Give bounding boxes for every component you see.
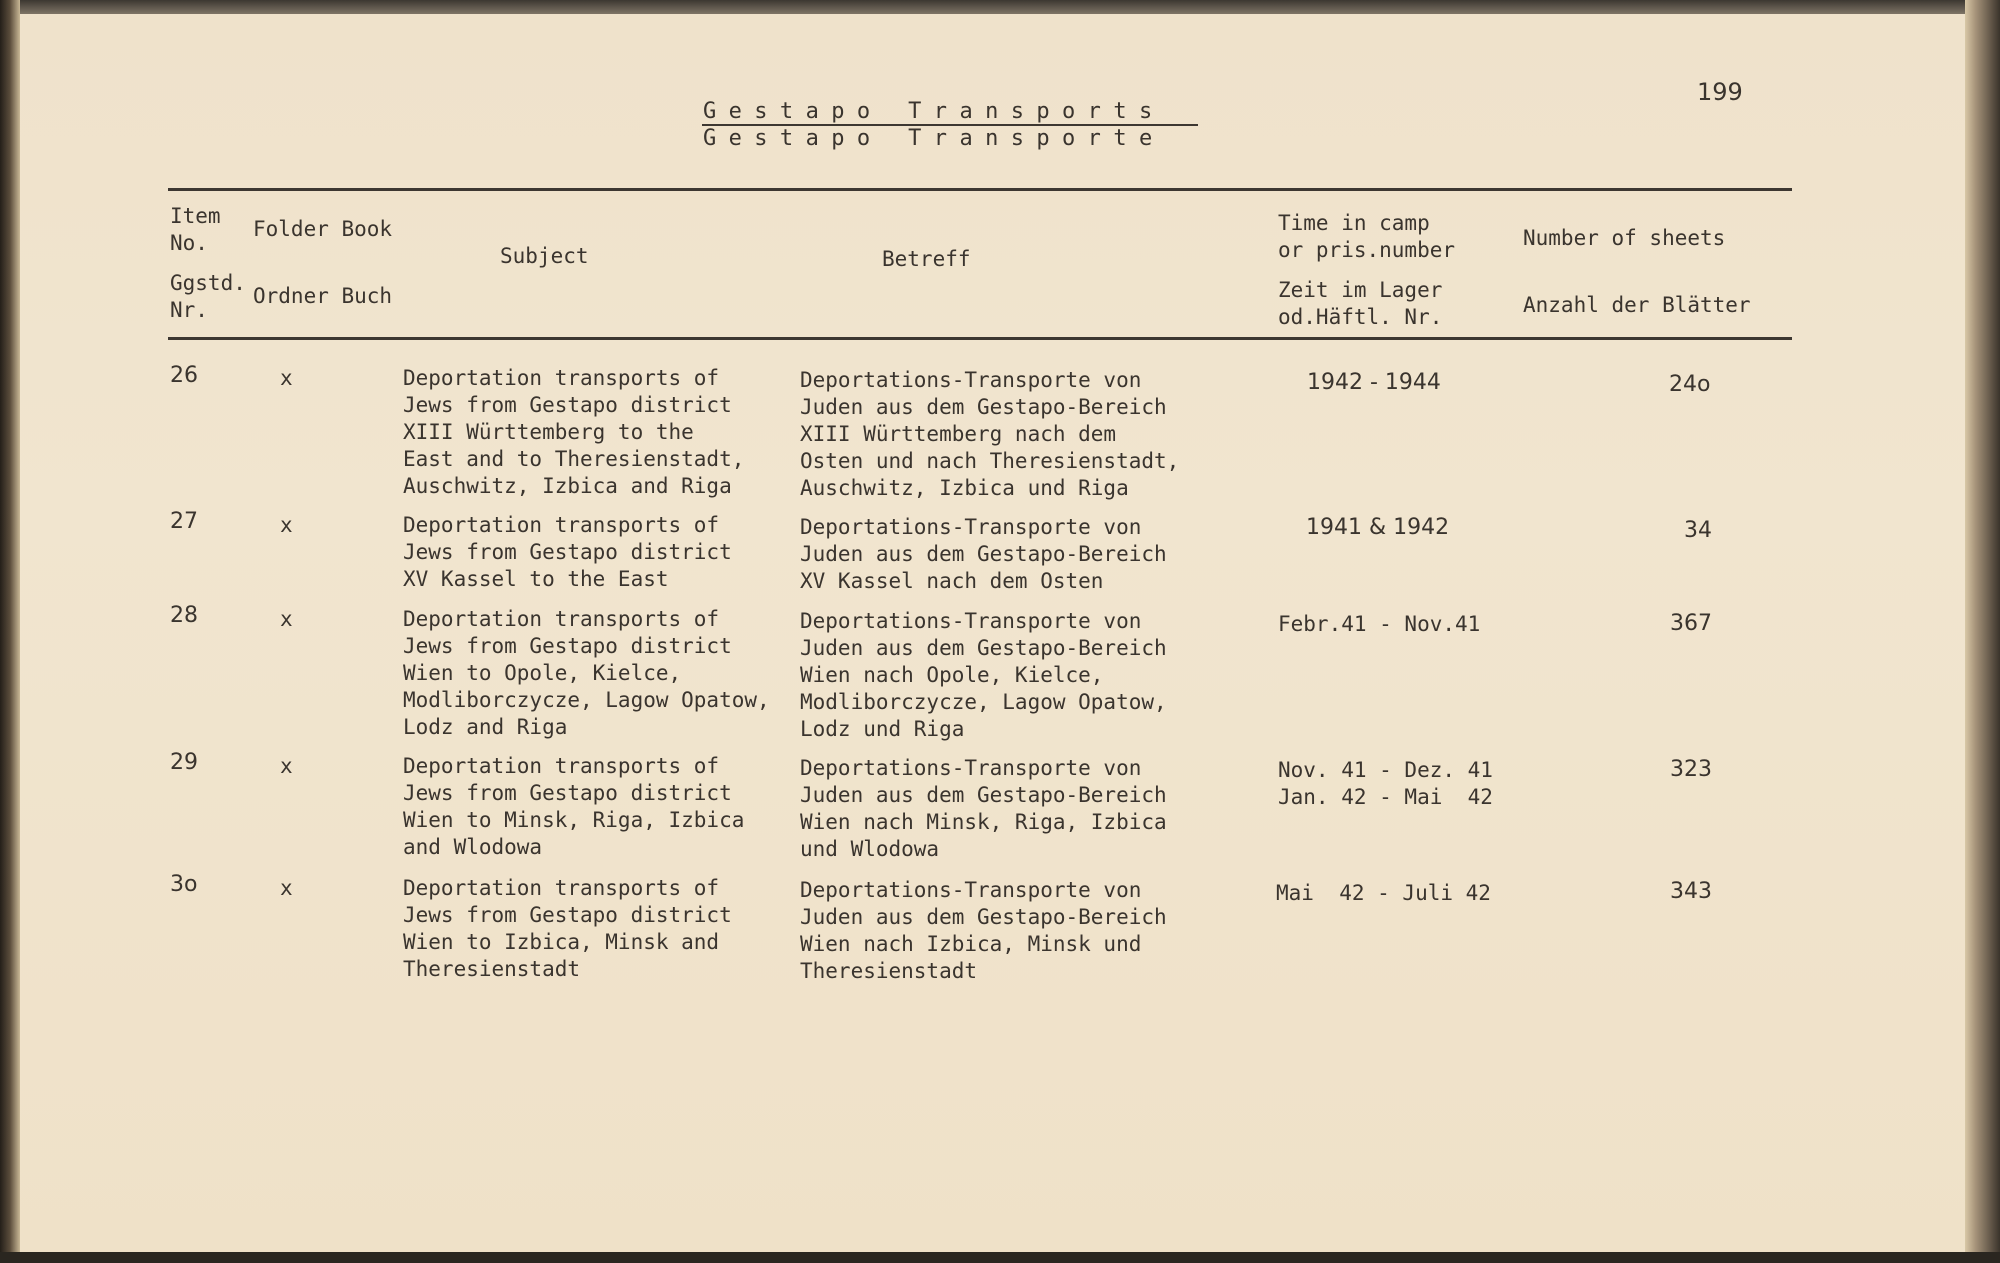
- title-german: Gestapo Transporte: [703, 126, 1165, 151]
- row-27-item: 27: [170, 509, 198, 534]
- title-english: Gestapo Transports: [703, 99, 1165, 124]
- row-29-sheets: 323: [1670, 757, 1712, 782]
- header-ggstd-nr: Ggstd. Nr.: [170, 271, 246, 322]
- row-30-betreff: Deportations-Transporte von Juden aus dem Gestapo-Bereich Wien nach Izbica, Minsk und Theresienstadt: [800, 878, 1167, 983]
- row-26-item: 26: [170, 363, 198, 388]
- right-page-edge: [1965, 0, 2000, 1263]
- top-edge: [0, 0, 2000, 14]
- row-26-subject: Deportation transports of Jews from Gestapo district XIII Württemberg to the East and to Theresienstadt, Auschwitz, Izbica and Riga: [403, 366, 745, 498]
- row-28-sheets: 367: [1670, 611, 1712, 636]
- row-29-folder: x: [280, 754, 293, 778]
- header-item-no: Item No.: [170, 204, 221, 255]
- row-26-betreff: Deportations-Transporte von Juden aus dem Gestapo-Bereich XIII Württemberg nach dem Osten und nach Theresienstadt, Auschwitz, Izbica und Riga: [800, 368, 1180, 500]
- row-28-folder: x: [280, 607, 293, 631]
- header-folder-book: Folder Book: [253, 217, 393, 241]
- row-27-folder: x: [280, 513, 293, 537]
- row-30-item: 3o: [170, 872, 198, 897]
- row-26-folder: x: [280, 366, 293, 390]
- header-sheets-en: Number of sheets: [1523, 226, 1726, 250]
- row-30-time: Mai 42 - Juli 42: [1276, 881, 1491, 905]
- row-29-time: Nov. 41 - Dez. 41 Jan. 42 - Mai 42: [1278, 758, 1493, 809]
- row-27-sheets: 34: [1684, 518, 1712, 543]
- header-bottom-rule: [168, 337, 1792, 340]
- row-26-sheets: 24o: [1669, 372, 1711, 397]
- header-top-rule: [168, 188, 1792, 191]
- header-subject: Subject: [500, 244, 589, 268]
- row-28-time: Febr.41 - Nov.41: [1278, 612, 1481, 636]
- row-29-subject: Deportation transports of Jews from Gestapo district Wien to Minsk, Riga, Izbica and Wlodowa: [403, 754, 745, 859]
- row-27-subject: Deportation transports of Jews from Gestapo district XV Kassel to the East: [403, 513, 732, 591]
- row-26-time: 1942 - 1944: [1307, 370, 1441, 395]
- row-27-time: 1941 & 1942: [1306, 515, 1450, 540]
- row-27-betreff: Deportations-Transporte von Juden aus dem Gestapo-Bereich XV Kassel nach dem Osten: [800, 515, 1167, 593]
- row-30-folder: x: [280, 876, 293, 900]
- header-betreff: Betreff: [882, 247, 971, 271]
- bottom-edge: [0, 1252, 2000, 1263]
- book-spine: [0, 0, 20, 1263]
- header-time-de: Zeit im Lager od.Häftl. Nr.: [1278, 278, 1443, 329]
- row-29-item: 29: [170, 750, 198, 775]
- row-29-betreff: Deportations-Transporte von Juden aus dem Gestapo-Bereich Wien nach Minsk, Riga, Izbica und Wlodowa: [800, 756, 1167, 861]
- header-ordner-buch: Ordner Buch: [253, 284, 393, 308]
- header-time-en: Time in camp or pris.number: [1278, 211, 1456, 262]
- row-30-subject: Deportation transports of Jews from Gestapo district Wien to Izbica, Minsk and Theresienstadt: [403, 876, 732, 981]
- row-28-item: 28: [170, 603, 198, 628]
- row-30-sheets: 343: [1670, 879, 1712, 904]
- page-number: 199: [1697, 78, 1743, 106]
- row-28-subject: Deportation transports of Jews from Gestapo district Wien to Opole, Kielce, Modliborczycze, Lagow Opatow, Lodz and Riga: [403, 607, 770, 739]
- row-28-betreff: Deportations-Transporte von Juden aus dem Gestapo-Bereich Wien nach Opole, Kielce, Modliborczycze, Lagow Opatow, Lodz und Riga: [800, 609, 1167, 741]
- header-sheets-de: Anzahl der Blätter: [1523, 293, 1751, 317]
